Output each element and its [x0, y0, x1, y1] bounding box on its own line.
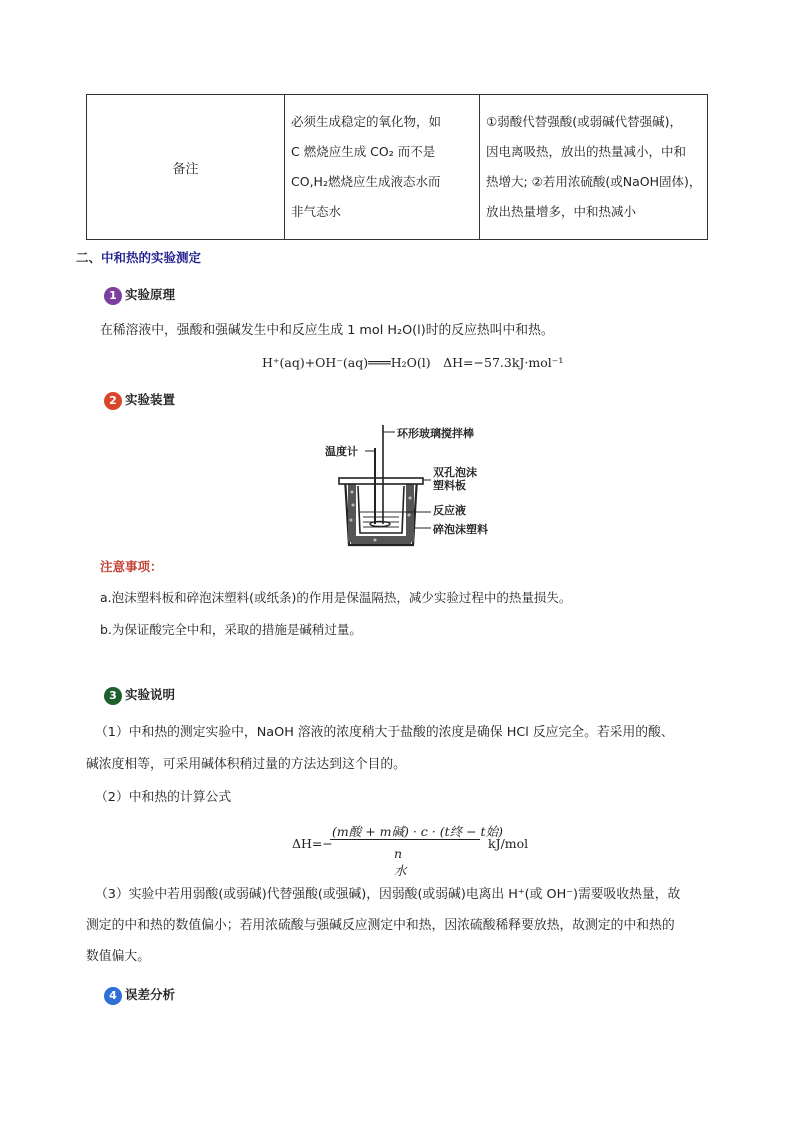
- remarks-table: [86, 94, 708, 240]
- note-b: b.为保证酸完全中和，采取的措施是碱稍过量。: [100, 622, 362, 637]
- cell-line: 热增大; ②若用浓硫酸(或NaOH固体)，: [486, 174, 702, 189]
- number-badge-icon: 4: [104, 987, 122, 1005]
- explanation-1-line-2: 碱浓度相等，可采用碱体积稍过量的方法达到这个目的。: [86, 757, 406, 772]
- subsection-title: 实验原理: [125, 287, 176, 302]
- formula-numerator: (m酸 + m碱) · c · (t终 − t始): [332, 824, 503, 839]
- principle-text: 在稀溶液中，强酸和强碱发生中和反应生成 1 mol H₂O(l)时的反应热叫中和热。: [100, 323, 554, 338]
- subsection-title: 误差分析: [125, 987, 176, 1002]
- number-badge-icon: 1: [104, 287, 122, 305]
- remarks-neutralization-cell: [480, 95, 708, 240]
- label-foam-board-line: 双孔泡沫: [433, 466, 477, 479]
- section-title: 中和热的实验测定: [101, 250, 202, 265]
- cell-line: C 燃烧应生成 CO₂ 而不是: [291, 144, 436, 159]
- label-broken-foam: 碎泡沫塑料: [433, 523, 488, 536]
- label-stirrer: 环形玻璃搅拌棒: [397, 427, 474, 440]
- label-foam-board-line: 塑料板: [433, 479, 466, 492]
- explanation-2: （2）中和热的计算公式: [95, 790, 232, 805]
- formula-denominator: n水: [394, 846, 407, 878]
- section-prefix: 二、: [76, 250, 102, 265]
- number-badge-icon: 2: [104, 392, 122, 410]
- cell-line: 因电离吸热，放出的热量减小，中和: [486, 144, 687, 159]
- label-thermometer: 温度计: [325, 445, 358, 458]
- foam-board: [339, 478, 423, 484]
- formula-unit: kJ/mol: [488, 836, 529, 851]
- subsection-title: 实验装置: [125, 392, 176, 407]
- neutralization-equation: H⁺(aq)+OH⁻(aq)═══H₂O(l) ΔH=−57.3kJ·mol⁻¹: [262, 355, 564, 370]
- label-foam-board: [433, 466, 477, 492]
- cell-line: CO,H₂燃烧应生成液态水而: [291, 174, 441, 189]
- fraction-bar: [330, 839, 480, 840]
- subsection-3-heading: [104, 685, 175, 705]
- formula-lhs: ΔH=−: [292, 836, 333, 851]
- remarks-combustion-cell: [285, 95, 480, 240]
- number-badge-icon: 3: [104, 687, 122, 705]
- subsection-4-heading: [104, 985, 175, 1005]
- explanation-3-line-3: 数值偏大。: [86, 949, 150, 964]
- subsection-1-heading: [104, 285, 175, 305]
- cell-line: 放出热量增多，中和热减小: [486, 204, 637, 219]
- section-heading: [76, 248, 201, 266]
- subsection-title: 实验说明: [125, 687, 176, 702]
- remarks-label: 备注: [87, 95, 285, 240]
- notes-title: 注意事项：: [100, 559, 163, 574]
- cell-line: ①弱酸代替强酸(或弱碱代替强碱)，: [486, 114, 682, 129]
- explanation-1-line-1: （1）中和热的测定实验中，NaOH 溶液的浓度稍大于盐酸的浓度是确保 HCl 反应完全。若采用的酸、: [95, 725, 674, 740]
- explanation-3-line-2: 测定的中和热的数值偏小；若用浓硫酸与强碱反应测定中和热，因浓硫酸稀释要放热，故测定的中和热的: [86, 918, 675, 933]
- cell-line: 非气态水: [291, 204, 342, 219]
- explanation-3-line-1: （3）实验中若用弱酸(或弱碱)代替强酸(或强碱)，因弱酸(或弱碱)电离出 H⁺(或 OH⁻)需要吸收热量，故: [95, 887, 681, 902]
- label-reaction-liquid: 反应液: [433, 504, 466, 517]
- cell-line: 必须生成稳定的氧化物，如: [291, 114, 442, 129]
- note-a: a.泡沫塑料板和碎泡沫塑料(或纸条)的作用是保温隔热，减少实验过程中的热量损失。: [100, 590, 572, 605]
- subsection-2-heading: [104, 390, 175, 410]
